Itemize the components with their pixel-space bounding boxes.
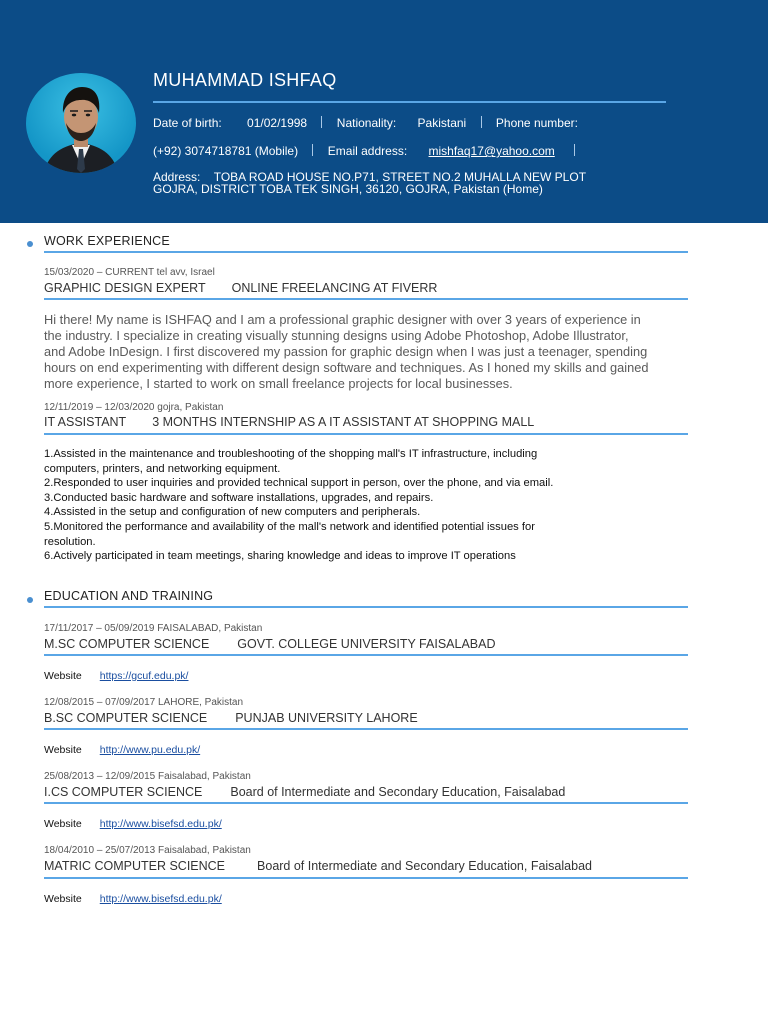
- edu-degree: [44, 637, 495, 651]
- job-divider: [44, 433, 688, 435]
- name-divider: [153, 101, 666, 103]
- address-row-2: [153, 182, 543, 196]
- degree-name: I.CS COMPUTER SCIENCE: [44, 785, 203, 799]
- job-role: GRAPHIC DESIGN EXPERT: [44, 281, 206, 295]
- list-item: resolution.: [44, 535, 96, 548]
- description-line: hours on end experimenting with different design software and techniques. As I honed my skills and gained: [44, 360, 649, 375]
- institution-name: PUNJAB UNIVERSITY LAHORE: [235, 711, 418, 725]
- phone-value: (+92) 3074718781 (Mobile): [153, 144, 299, 158]
- institution-name: Board of Intermediate and Secondary Education, Faisalabad: [230, 785, 566, 799]
- degree-name: B.SC COMPUTER SCIENCE: [44, 711, 208, 725]
- job-title: [44, 281, 437, 295]
- website-link[interactable]: https://gcuf.edu.pk/: [99, 670, 189, 682]
- edu-website-row: [44, 893, 222, 905]
- section-divider: [44, 606, 688, 608]
- list-item: 4.Assisted in the setup and configuration of new computers and peripherals.: [44, 506, 421, 519]
- person-name: MUHAMMAD ISHFAQ: [153, 70, 337, 90]
- list-item: 2.Responded to user inquiries and provided technical support in person, over the phone, and via email.: [44, 477, 554, 490]
- job-duties-list: [44, 447, 689, 564]
- address-label: Address:: [153, 170, 201, 184]
- edu-degree: [44, 785, 565, 799]
- header-banner: [0, 0, 768, 223]
- email-label: Email address:: [327, 144, 408, 158]
- email-link[interactable]: mishfaq17@yahoo.com: [428, 144, 555, 158]
- job-date: 15/03/2020 – CURRENT tel avv, Israel: [44, 267, 215, 278]
- contact-info-row: [153, 144, 586, 158]
- list-item: 3.Conducted basic hardware and software installations, upgrades, and repairs.: [44, 491, 434, 504]
- website-label: Website: [44, 670, 82, 682]
- edu-date: 12/08/2015 – 07/09/2017 LAHORE, Pakistan: [44, 697, 244, 708]
- description-line: and Adobe InDesign. I first discovered my passion for graphic design when I was just a teenager, spending: [44, 344, 648, 359]
- job-divider: [44, 298, 688, 300]
- nationality-value: Pakistani: [417, 116, 467, 130]
- edu-divider: [44, 728, 688, 730]
- edu-degree: [44, 711, 418, 725]
- list-item: computers, printers, and networking equipment.: [44, 462, 281, 475]
- divider: [574, 144, 575, 156]
- edu-divider: [44, 877, 688, 879]
- job-employer: 3 MONTHS INTERNSHIP AS A IT ASSISTANT AT SHOPPING MALL: [152, 415, 535, 429]
- edu-website-row: [44, 818, 222, 830]
- list-item: 6.Actively participated in team meetings, sharing knowledge and ideas to improve IT operations: [44, 550, 516, 563]
- degree-name: M.SC COMPUTER SCIENCE: [44, 637, 210, 651]
- website-label: Website: [44, 893, 82, 905]
- institution-name: GOVT. COLLEGE UNIVERSITY FAISALABAD: [237, 637, 496, 651]
- personal-info-row: [153, 116, 578, 130]
- description-line: the industry. I specialize in creating visually stunning designs using Adobe Photoshop, Adobe Illustrator,: [44, 328, 629, 343]
- edu-divider: [44, 654, 688, 656]
- website-link[interactable]: http://www.pu.edu.pk/: [99, 744, 201, 756]
- edu-date: 18/04/2010 – 25/07/2013 Faisalabad, Pakistan: [44, 845, 251, 856]
- institution-name: Board of Intermediate and Secondary Education, Faisalabad: [257, 859, 592, 873]
- list-item: 5.Monitored the performance and availability of the mall's network and identified potential issues for: [44, 520, 535, 533]
- job-employer: ONLINE FREELANCING AT FIVERR: [231, 281, 438, 295]
- website-label: Website: [44, 744, 82, 756]
- website-link[interactable]: http://www.bisefsd.edu.pk/: [99, 893, 222, 905]
- address-line2: GOJRA, DISTRICT TOBA TEK SINGH, 36120, GOJRA, Pakistan (Home): [153, 182, 543, 196]
- section-bullet: [27, 241, 33, 247]
- profile-photo: [26, 73, 136, 173]
- divider: [481, 116, 482, 128]
- edu-divider: [44, 802, 688, 804]
- edu-website-row: [44, 670, 188, 682]
- divider: [321, 116, 322, 128]
- edu-degree: [44, 859, 592, 873]
- job-title: [44, 415, 534, 429]
- website-label: Website: [44, 818, 82, 830]
- section-divider: [44, 251, 688, 253]
- website-link[interactable]: http://www.bisefsd.edu.pk/: [99, 818, 222, 830]
- nationality-label: Nationality:: [336, 116, 397, 130]
- list-item: 1.Assisted in the maintenance and troubleshooting of the shopping mall's IT infrastructure, including: [44, 448, 538, 460]
- education-title: EDUCATION AND TRAINING: [44, 589, 214, 603]
- job-date: 12/11/2019 – 12/03/2020 gojra, Pakistan: [44, 402, 224, 413]
- job-role: IT ASSISTANT: [44, 415, 127, 429]
- edu-website-row: [44, 744, 200, 756]
- description-line: more experience, I started to work on small freelance projects for local businesses.: [44, 376, 513, 391]
- address-line1: TOBA ROAD HOUSE NO.P71, STREET NO.2 MUHALLA NEW PLOT: [213, 170, 587, 184]
- job-description: [44, 312, 689, 392]
- description-line: Hi there! My name is ISHFAQ and I am a professional graphic designer with over 3 years of experience in: [44, 312, 641, 327]
- divider: [312, 144, 313, 156]
- edu-date: 17/11/2017 – 05/09/2019 FAISALABAD, Pakistan: [44, 623, 263, 634]
- section-bullet: [27, 597, 33, 603]
- dob-label: Date of birth:: [153, 116, 222, 130]
- phone-label: Phone number:: [495, 116, 578, 130]
- degree-name: MATRIC COMPUTER SCIENCE: [44, 859, 226, 873]
- edu-date: 25/08/2013 – 12/09/2015 Faisalabad, Pakistan: [44, 771, 251, 782]
- dob-value: 01/02/1998: [247, 116, 308, 130]
- work-experience-title: WORK EXPERIENCE: [44, 234, 170, 248]
